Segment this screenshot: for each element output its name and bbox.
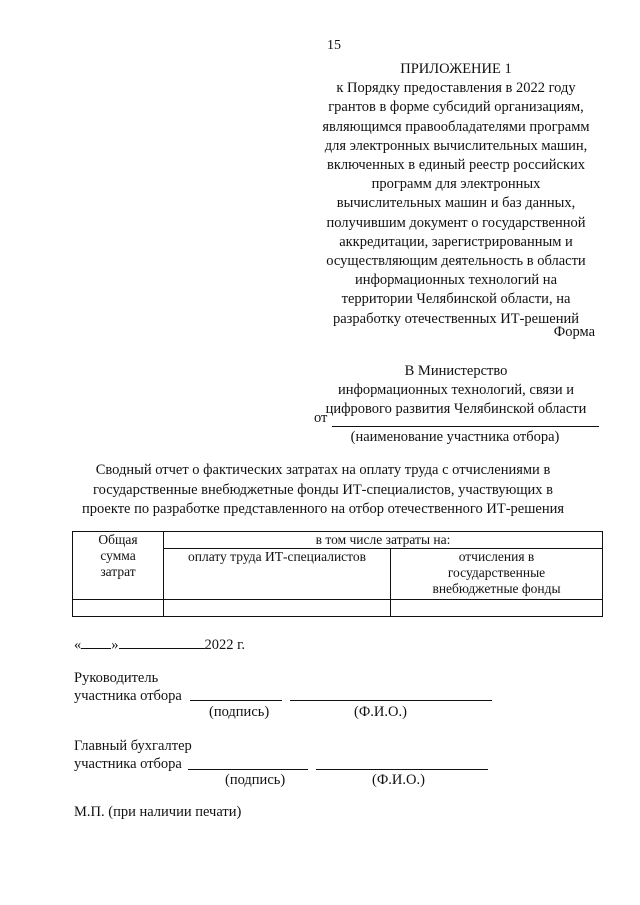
appendix-line: включенных в единый реестр российских bbox=[326, 157, 586, 174]
from-field[interactable] bbox=[314, 410, 599, 427]
appendix-line: грантов в форме субсидий организациям, bbox=[328, 99, 584, 116]
head-title-line: Руководитель bbox=[74, 670, 159, 686]
seal-note: М.П. (при наличии печати) bbox=[74, 804, 242, 820]
costs-table bbox=[72, 531, 603, 617]
addressee-line: цифрового развития Челябинской области bbox=[325, 401, 587, 418]
addressee-line: В Министерство bbox=[404, 363, 508, 379]
appendix-line: получившим документ о государственной bbox=[326, 214, 586, 231]
form-label: Форма bbox=[553, 324, 595, 340]
header-salary: оплату труда ИТ-специалистов bbox=[164, 549, 391, 600]
accountant-title-line: Главный бухгалтер bbox=[74, 738, 192, 754]
accountant-signature-caption: (подпись) bbox=[225, 772, 286, 788]
report-title-line: государственные внебюджетные фонды ИТ-специалистов, участвующих в bbox=[93, 481, 553, 498]
appendix-line: к Порядку предоставления в 2022 году bbox=[336, 80, 576, 97]
month-blank[interactable] bbox=[119, 634, 205, 649]
appendix-line: осуществляющим деятельность в области bbox=[326, 253, 586, 270]
appendix-line: вычислительных машин и баз данных, bbox=[336, 195, 576, 212]
appendix-line: являющимся правообладателями программ bbox=[322, 118, 590, 135]
appendix-title: ПРИЛОЖЕНИЕ 1 bbox=[400, 61, 512, 77]
head-signature-block bbox=[74, 669, 182, 705]
head-signature-caption: (подпись) bbox=[209, 704, 270, 720]
header-total-costs: Общая сумма затрат bbox=[73, 532, 164, 600]
participant-name-caption: (наименование участника отбора) bbox=[350, 429, 560, 445]
appendix-line: информационных технологий на bbox=[354, 272, 558, 289]
accountant-name-caption: (Ф.И.О.) bbox=[372, 772, 425, 788]
head-signature-line[interactable] bbox=[190, 699, 282, 701]
accountant-signature-line[interactable] bbox=[188, 768, 308, 770]
date-year: 2022 г. bbox=[204, 637, 246, 653]
accountant-title-line: участника отбора bbox=[74, 756, 182, 772]
from-label: от bbox=[314, 410, 328, 426]
appendix-line: разработку отечественных ИТ-решений bbox=[333, 310, 579, 327]
header-including-costs: в том числе затраты на: bbox=[164, 532, 603, 549]
head-name-line[interactable] bbox=[290, 699, 492, 701]
head-name-caption: (Ф.И.О.) bbox=[354, 704, 407, 720]
day-blank[interactable] bbox=[81, 634, 111, 649]
cell-salary[interactable] bbox=[164, 600, 391, 617]
accountant-name-line[interactable] bbox=[316, 768, 488, 770]
accountant-signature-block bbox=[74, 737, 192, 773]
report-title-line: проекте по разработке представленного на отбор отечественного ИТ-решения bbox=[81, 501, 565, 517]
page-number: 15 bbox=[327, 38, 341, 53]
header-contributions: отчисления в государственные внебюджетные фонды bbox=[391, 549, 603, 600]
cell-total[interactable] bbox=[73, 600, 164, 617]
date-open-quote: « bbox=[74, 637, 82, 653]
appendix-header bbox=[300, 60, 612, 329]
appendix-line: аккредитации, зарегистрированным и bbox=[339, 233, 573, 250]
appendix-line: программ для электронных bbox=[371, 176, 541, 193]
from-underline bbox=[332, 426, 599, 427]
cell-contributions[interactable] bbox=[391, 600, 603, 617]
report-title-line: Сводный отчет о фактических затратах на оплату труда с отчислениями в bbox=[95, 462, 551, 478]
appendix-line: для электронных вычислительных машин, bbox=[324, 137, 588, 154]
head-title-line: участника отбора bbox=[74, 688, 182, 704]
date-close-quote: » bbox=[111, 637, 119, 653]
addressee-line: информационных технологий, связи и bbox=[337, 382, 575, 399]
appendix-line: территории Челябинской области, на bbox=[341, 291, 571, 308]
table-row bbox=[73, 600, 603, 617]
date-field[interactable] bbox=[74, 634, 245, 654]
report-title bbox=[40, 461, 606, 520]
